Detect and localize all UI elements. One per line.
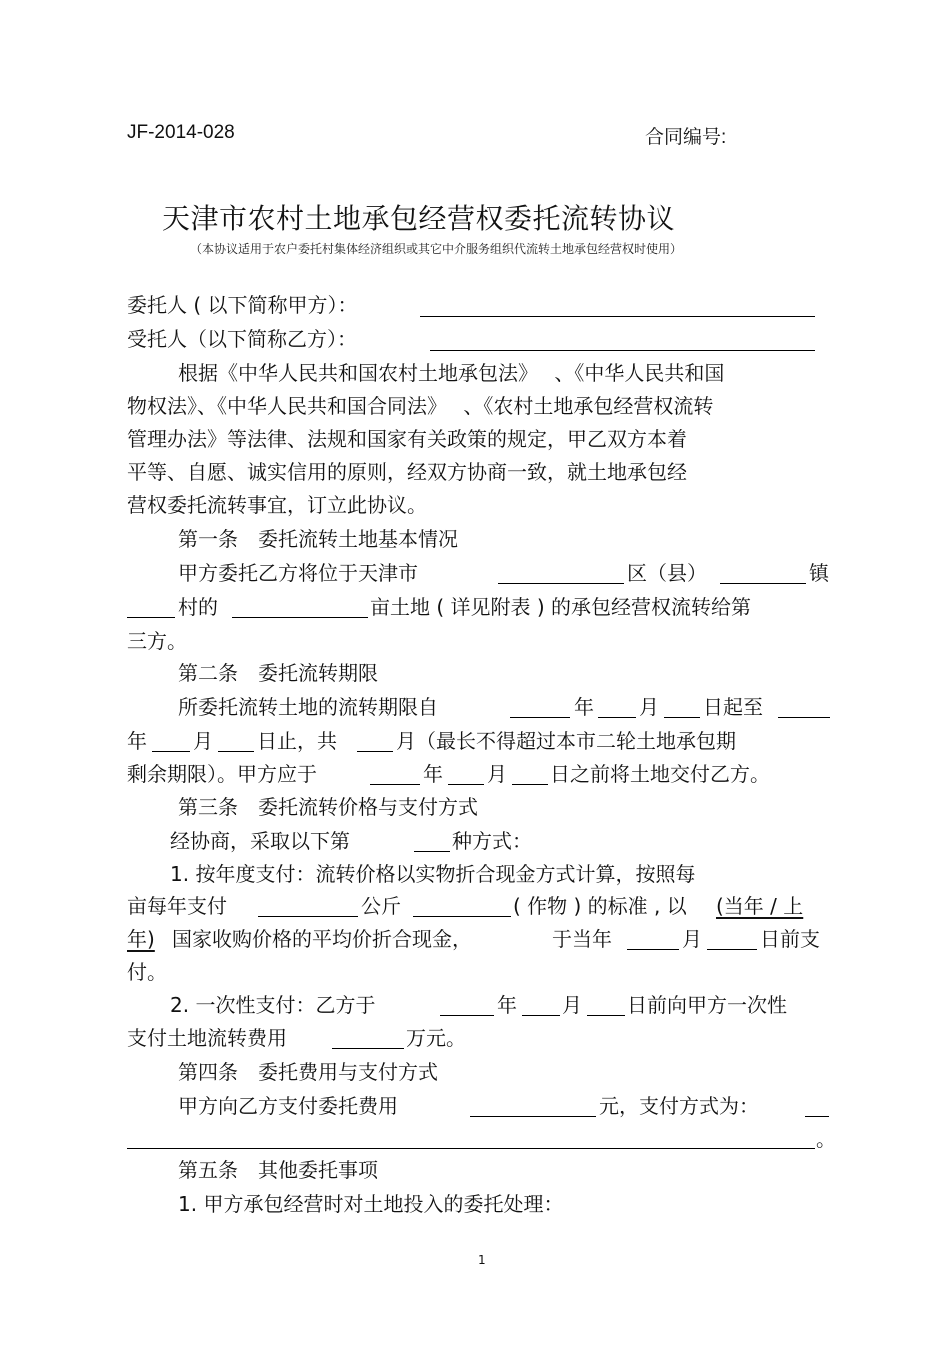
article-1-line-1b: 区（县） [627,561,707,585]
payment-method-blank-start[interactable] [805,1116,829,1117]
article-5-item-1: 1. 甲方承包经营时对土地投入的委托处理： [178,1192,564,1216]
agent-label: 受托人（以下简称乙方）： [127,327,357,351]
payment-method-blank[interactable] [127,1148,815,1149]
end-year-blank[interactable] [778,717,830,718]
town-blank[interactable] [720,583,806,584]
option-1-line-b4: (当年 / 上 [716,894,804,918]
option-1-line-b3: ( 作物 ) 的标准 , 以 [513,894,687,918]
end-day-blank[interactable] [218,751,254,752]
article-4-line-1a: 甲方向乙方支付委托费用 [178,1094,398,1118]
principal-blank[interactable] [420,316,815,317]
kg-per-mu-blank[interactable] [258,916,358,917]
article-2-line-2d: 月（最长不得超过本市二轮土地承包期 [396,729,736,753]
article-3-line-1b: 种方式： [452,829,532,853]
article-3-heading: 第三条 委托流转价格与支付方式 [178,795,478,819]
option-1-line-c3: 于当年 [552,927,612,951]
article-4-line-1b: 元，支付方式为： [599,1094,759,1118]
article-4-heading: 第四条 委托费用与支付方式 [178,1060,438,1084]
option-1-line-b1: 亩每年支付 [127,894,227,918]
month-label: 月 [639,695,659,719]
option-2-line-b1: 支付土地流转费用 [127,1026,287,1050]
article-4-line-2-end: 。 [816,1127,836,1151]
document-subtitle: （本协议适用于农户委托村集体经济组织或其它中介服务组织代流转土地承包经营权时使用） [190,242,683,256]
document-code: JF-2014-028 [127,122,235,143]
start-day-blank[interactable] [664,717,700,718]
intro-line-2: 物权法》、《中华人民共和国合同法》 、《农村土地承包经营权流转 [127,394,714,418]
article-2-line-1a: 所委托流转土地的流转期限自 [178,695,438,719]
option-1-line-c2: 国家收购价格的平均价折合现金， [172,927,472,951]
article-2-line-2c: 日止，共 [257,729,337,753]
month-label: 月 [487,762,507,786]
option-1-line-a: 1. 按年度支付：流转价格以实物折合现金方式计算，按照每 [170,862,696,886]
option-2-line-a2: 年 [497,993,517,1017]
option-2-line-a4: 日前向甲方一次性 [627,993,787,1017]
fee-amount-blank[interactable] [470,1116,596,1117]
start-month-blank[interactable] [598,717,636,718]
year-label: 年 [127,729,147,753]
month-label: 月 [193,729,213,753]
lump-amount-blank[interactable] [332,1048,404,1049]
year-label: 年 [423,762,443,786]
delivery-day-blank[interactable] [512,784,548,785]
page-number: 1 [478,1253,486,1267]
lump-day-blank[interactable] [587,1015,625,1016]
intro-line-5: 营权委托流转事宜，订立此协议。 [127,493,427,517]
contract-number-label: 合同编号: [645,127,727,148]
pay-month-blank[interactable] [627,949,679,950]
lump-month-blank[interactable] [522,1015,560,1016]
option-1-line-b2: 公斤 [361,894,401,918]
district-blank[interactable] [498,583,624,584]
article-1-line-1c: 镇 [809,561,829,585]
option-1-line-d: 付。 [127,960,167,984]
option-2-line-a1: 2. 一次性支付：乙方于 [170,993,376,1017]
option-2-line-b2: 万元。 [406,1026,466,1050]
intro-line-1: 根据《中华人民共和国农村土地承包法》 、《中华人民共和国 [178,361,725,385]
end-month-blank[interactable] [152,751,190,752]
option-1-line-c5: 日前支 [760,927,820,951]
article-3-line-1a: 经协商，采取以下第 [170,829,350,853]
article-1-line-2a: 村的 [178,595,218,619]
agent-blank[interactable] [430,350,815,351]
start-year-blank[interactable] [510,717,570,718]
article-2-line-3d: 日之前将土地交付乙方。 [550,762,770,786]
year-label: 年 [574,695,594,719]
option-1-line-c4: 月 [682,927,702,951]
method-choice-blank[interactable] [414,851,450,852]
article-5-heading: 第五条 其他委托事项 [178,1158,378,1182]
delivery-month-blank[interactable] [448,784,484,785]
pay-day-blank[interactable] [707,949,757,950]
lump-year-blank[interactable] [440,1015,494,1016]
duration-months-blank[interactable] [357,751,393,752]
delivery-year-blank[interactable] [370,784,420,785]
article-2-heading: 第二条 委托流转期限 [178,661,378,685]
area-blank[interactable] [232,617,368,618]
option-1-line-c1: 年) [127,927,155,951]
crop-blank[interactable] [413,916,511,917]
article-1-line-2b: 亩土地 ( 详见附表 ) 的承包经营权流转给第 [370,595,752,619]
village-blank[interactable] [127,617,175,618]
article-2-line-3a: 剩余期限）。甲方应于 [127,762,317,786]
article-1-line-1a: 甲方委托乙方将位于天津市 [178,561,418,585]
article-1-line-3: 三方。 [127,629,187,653]
intro-line-3: 管理办法》等法律、法规和国家有关政策的规定，甲乙双方本着 [127,427,687,451]
option-2-line-a3: 月 [562,993,582,1017]
document-title: 天津市农村土地承包经营权委托流转协议 [162,202,676,235]
article-1-heading: 第一条 委托流转土地基本情况 [178,527,458,551]
principal-label: 委托人 ( 以下简称甲方）： [127,293,358,317]
intro-line-4: 平等、自愿、诚实信用的原则，经双方协商一致，就土地承包经 [127,460,687,484]
article-2-line-1b: 日起至 [703,695,763,719]
